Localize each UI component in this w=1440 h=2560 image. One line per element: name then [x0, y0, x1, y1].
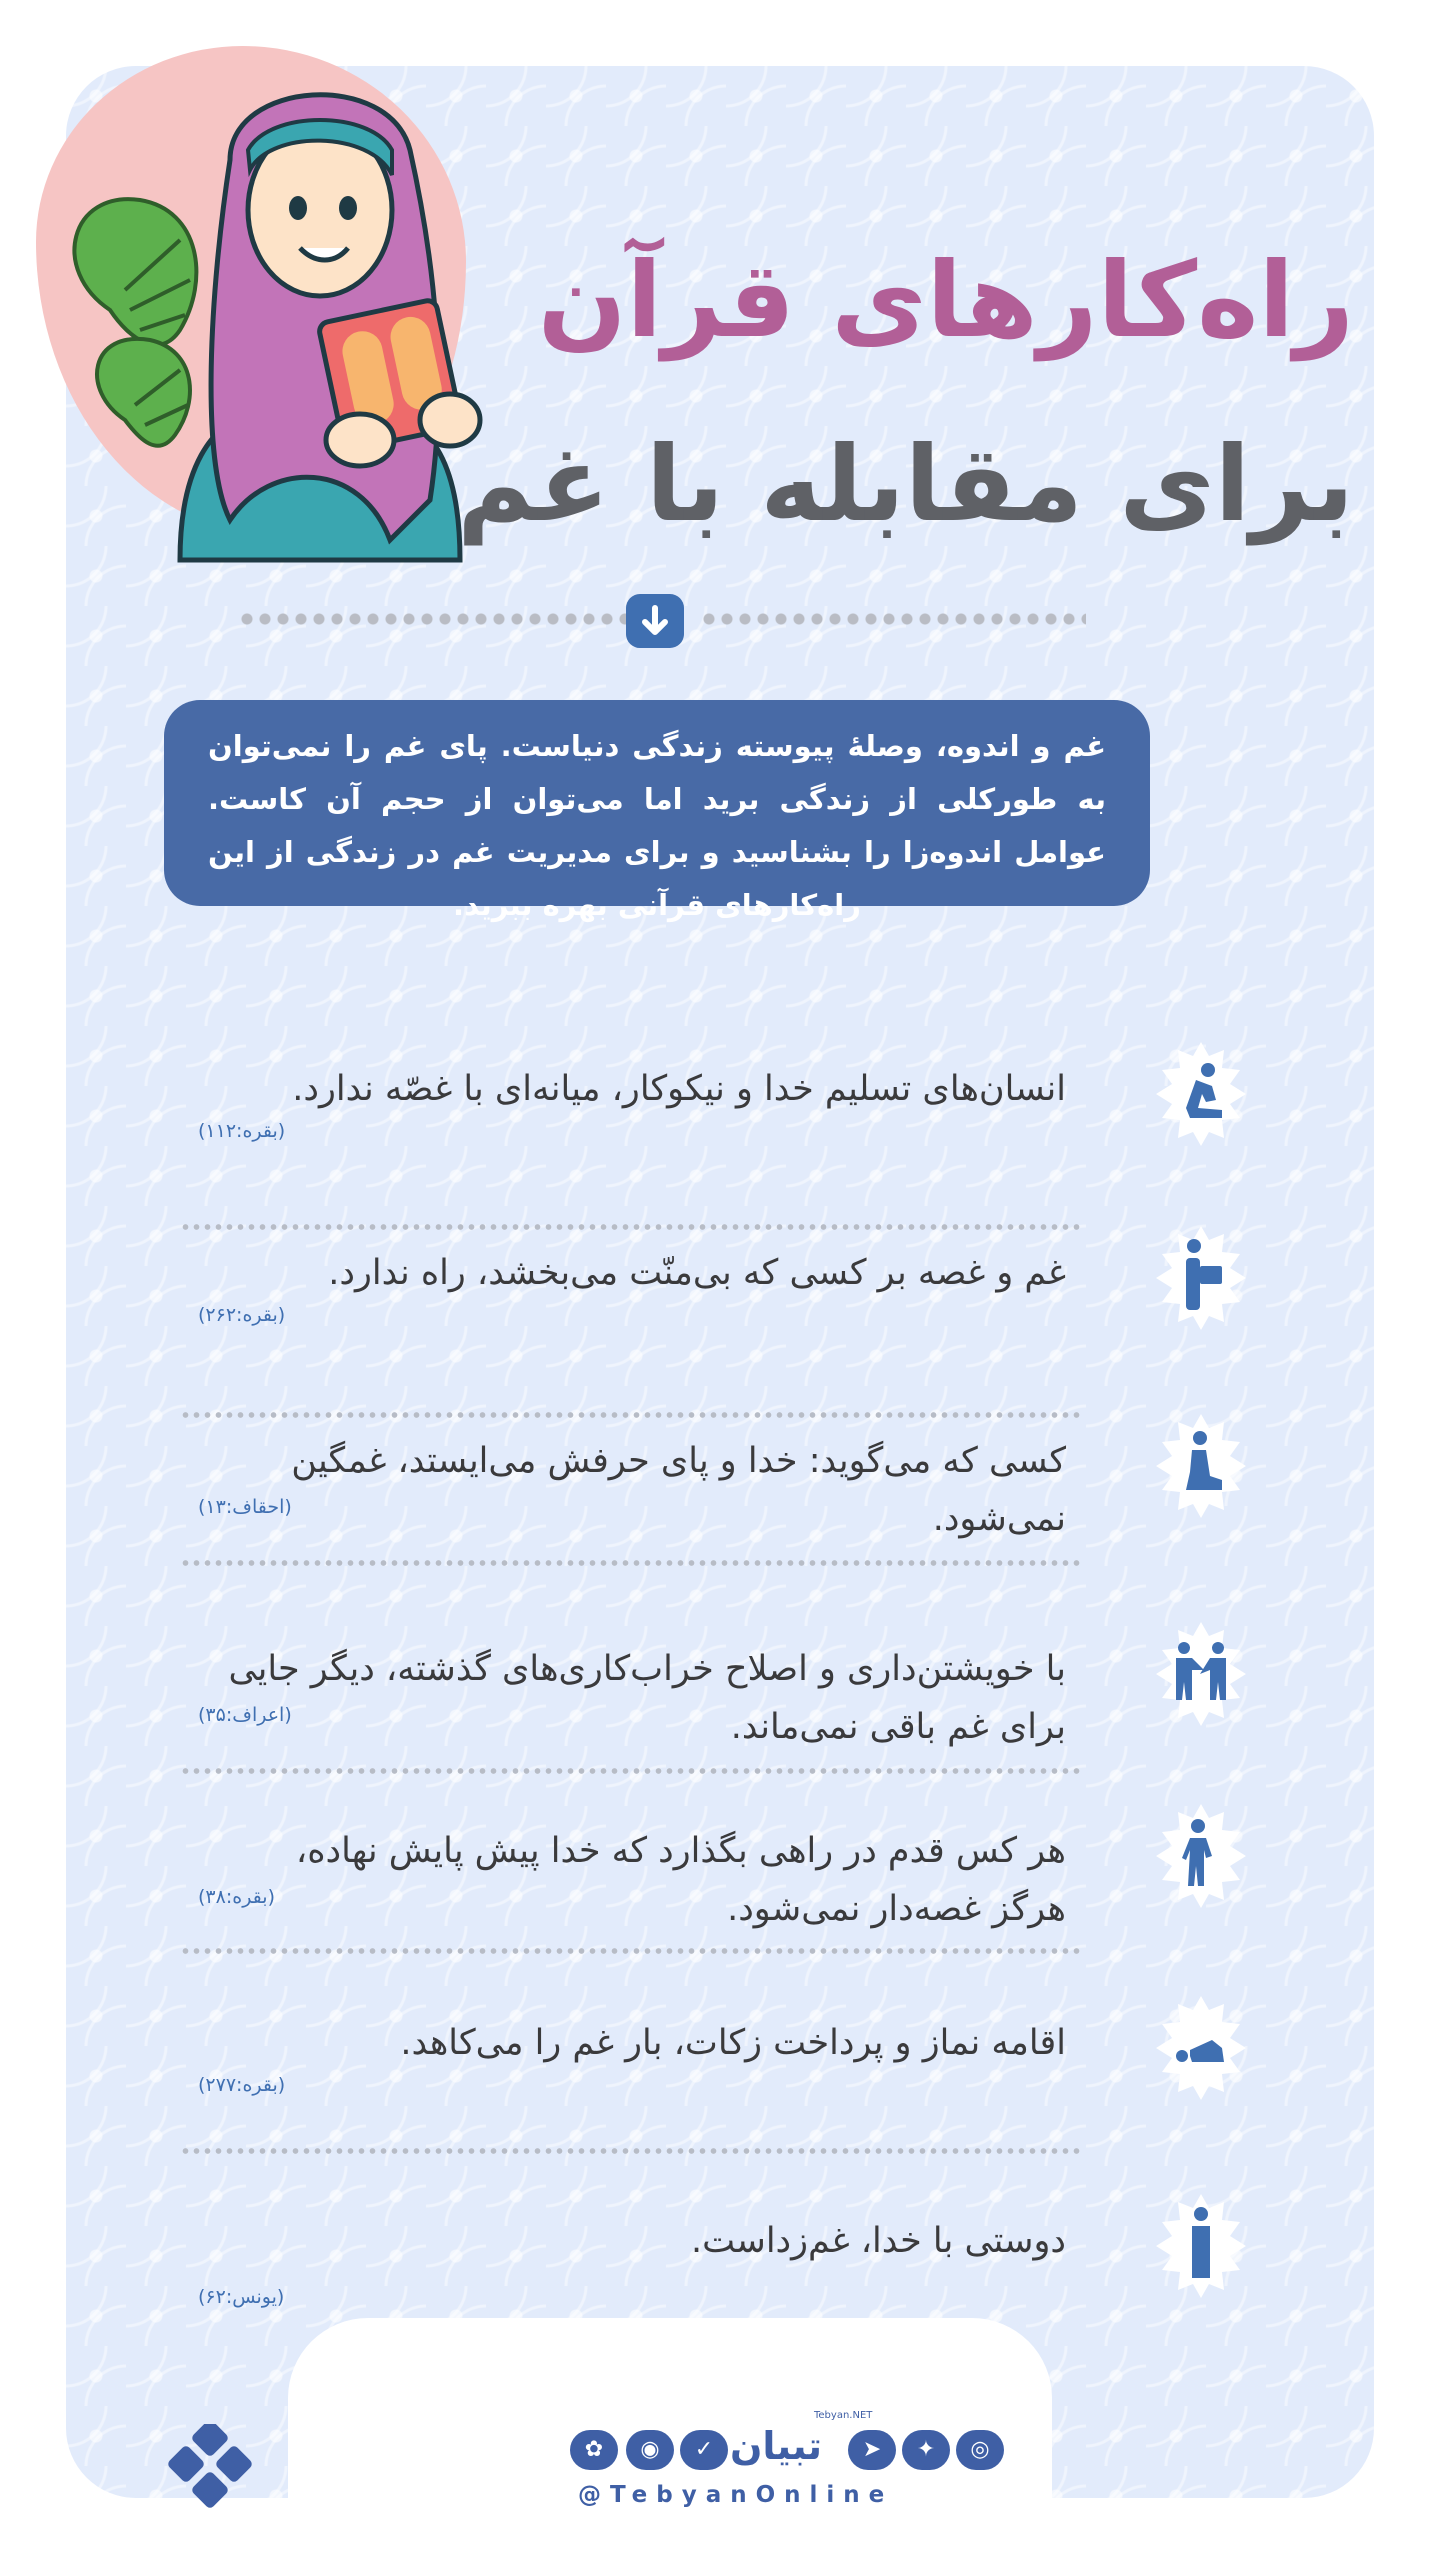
- item-reference: (احقاف:۱۳): [198, 1496, 292, 1518]
- item-divider: [180, 1412, 1080, 1418]
- item-text: دوستی با خدا، غم‌زداست.: [691, 2221, 1066, 2261]
- arrow-down-icon: [626, 594, 684, 648]
- page-title-line2: برای مقابله با غم: [457, 423, 1354, 545]
- item-text: هر کس قدم در راهی بگذارد که خدا پیش پایش نهاده، هرگز غصه‌دار نمی‌شود.: [295, 1831, 1066, 1929]
- brand-name: تبیان: [730, 2424, 822, 2468]
- item-reference: (اعراف:۳۵): [198, 1704, 292, 1726]
- walking-person-icon: [1146, 1800, 1256, 1940]
- item-divider: [180, 1948, 1080, 1954]
- item-text: غم و غصه بر کسی که بی‌منّت می‌بخشد، راه ندارد.: [328, 1253, 1066, 1293]
- telegram-icon[interactable]: ➤: [848, 2430, 896, 2470]
- item-divider: [180, 1768, 1080, 1774]
- footer-handle[interactable]: @TebyanOnline: [578, 2482, 894, 2508]
- item-divider: [180, 2148, 1080, 2154]
- girl-reading-quran-illustration: [30, 40, 530, 580]
- item-text: اقامه نماز و پرداخت زکات، بار غم را می‌کاهد.: [400, 2023, 1066, 2063]
- sitting-prayer-icon: [1146, 1410, 1256, 1550]
- kneeling-person-icon: [1146, 1038, 1256, 1178]
- tebyan-logo-icon: [166, 2424, 256, 2514]
- item-reference: (بقره:۲۷۷): [198, 2074, 286, 2096]
- monstera-leaf-icon: [74, 199, 196, 446]
- twitter-icon[interactable]: ✦: [902, 2430, 950, 2470]
- bale-icon[interactable]: ✓: [680, 2430, 728, 2470]
- item-text: با خویشتن‌داری و اصلاح خراب‌کاری‌های گذشته، دیگر جایی برای غم باقی نمی‌ماند.: [228, 1649, 1066, 1747]
- item-divider: [180, 1224, 1080, 1230]
- list-item: [180, 1640, 1256, 1840]
- prostrating-person-icon: [1146, 1992, 1256, 2132]
- standing-prayer-icon: [1146, 2190, 1256, 2330]
- list-item: [180, 1060, 1256, 1260]
- item-reference: (بقره:۲۶۲): [198, 1304, 286, 1326]
- item-reference: (بقره:۳۸): [198, 1886, 275, 1908]
- intro-box: غم و اندوه، وصلهٔ پیوسته زندگی دنیاست. پای غم را نمی‌توان به طورکلی از زندگی برید اما می‌توان از حجم آن کاست. عوامل اندوه‌زا را بشناسید و برای مدیریت غم در زندگی از این راه‌کارهای قرآنی بهره ببرید.: [164, 700, 1150, 906]
- item-reference: (یونس:۶۲): [198, 2286, 285, 2308]
- giving-person-icon: [1146, 1222, 1256, 1362]
- dotted-divider-left: [238, 612, 630, 626]
- list-item: [180, 1822, 1256, 2022]
- page-title-line1: راه‌کارهای قرآن: [537, 239, 1354, 361]
- instagram-icon[interactable]: ◎: [956, 2430, 1004, 2470]
- list-item: [180, 2014, 1256, 2214]
- girl-figure: [180, 95, 480, 560]
- item-reference: (بقره:۱۱۲): [198, 1120, 286, 1142]
- list-item: [180, 1244, 1256, 1444]
- dotted-divider-right: [700, 612, 1086, 626]
- item-divider: [180, 1560, 1080, 1566]
- scroll-down-button: [626, 594, 684, 648]
- item-text: کسی که می‌گوید: خدا و پای حرفش می‌ایستد، غمگین نمی‌شود.: [291, 1441, 1066, 1539]
- list-item: [180, 1432, 1256, 1632]
- aparat-icon[interactable]: ✿: [570, 2430, 618, 2470]
- brand-small-text: Tebyan.NET: [814, 2410, 873, 2421]
- rubika-icon[interactable]: ◉: [626, 2430, 674, 2470]
- two-people-icon: [1146, 1618, 1256, 1758]
- item-text: انسان‌های تسلیم خدا و نیکوکار، میانه‌ای با غصّه ندارد.: [292, 1069, 1066, 1109]
